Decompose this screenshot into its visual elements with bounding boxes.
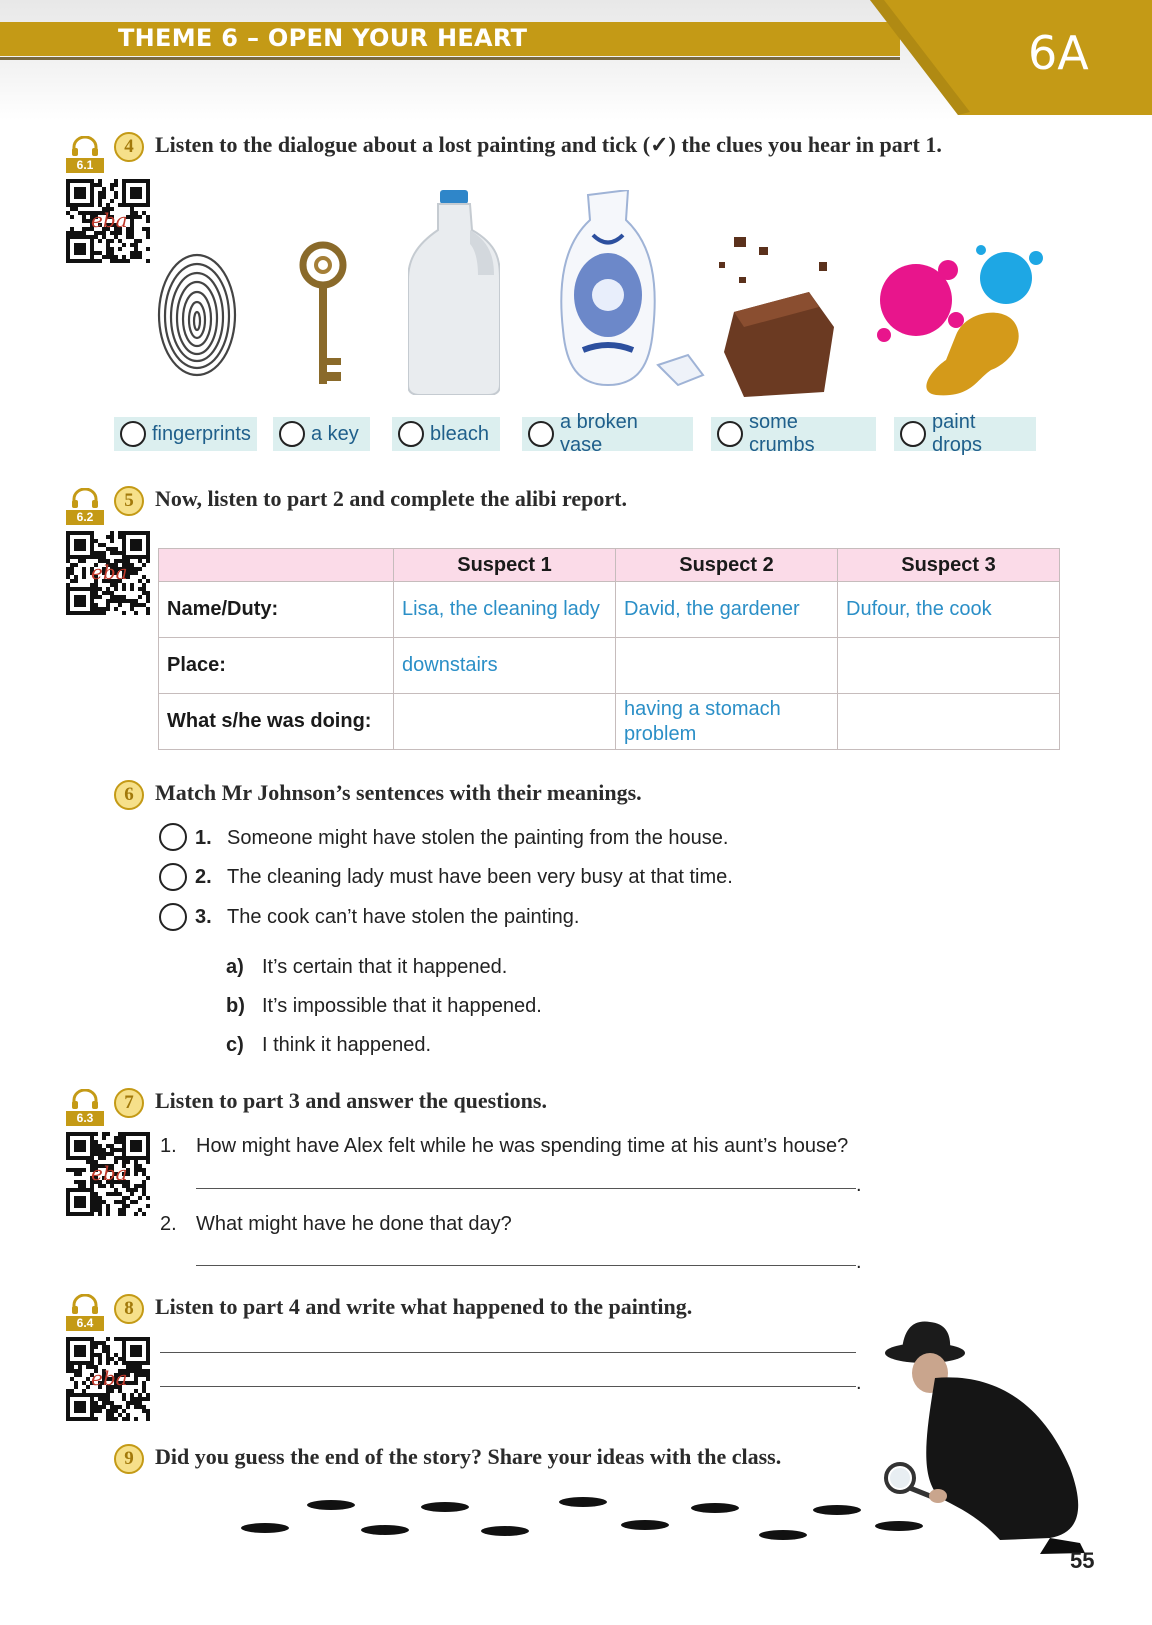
clue-paint-drops[interactable]	[894, 411, 1036, 456]
clue-broken-vase[interactable]	[522, 411, 693, 456]
sentence-text: Someone might have stolen the painting from the house.	[227, 827, 729, 849]
crumbs-icon	[714, 232, 844, 400]
answer-circle[interactable]	[159, 903, 187, 931]
exercise-instruction: Now, listen to part 2 and complete the alibi report.	[155, 486, 627, 511]
key-icon	[293, 240, 353, 395]
line-end-mark: .	[856, 1251, 862, 1273]
headphones-icon	[70, 136, 100, 156]
answer-circle[interactable]	[159, 863, 187, 891]
exercise-instruction: Listen to the dialogue about a lost painting and tick (✓) the clues you hear in part 1.	[155, 132, 942, 157]
header-underline	[0, 57, 900, 60]
table-cell[interactable]	[838, 694, 1060, 750]
page-number: 55	[1070, 1548, 1095, 1573]
headphones-icon	[70, 1294, 100, 1314]
clue-label: bleach	[430, 422, 489, 445]
tick-circle[interactable]	[398, 421, 424, 447]
track-number: 6.1	[66, 158, 104, 173]
answer-line[interactable]	[160, 1386, 856, 1387]
table-corner	[159, 549, 394, 582]
meaning-text: It’s certain that it happened.	[262, 956, 508, 978]
table-row	[159, 582, 1060, 638]
table-row	[159, 638, 1060, 694]
theme-title: THEME 6 – OPEN YOUR HEART	[118, 24, 528, 52]
table-cell[interactable]	[394, 694, 616, 750]
table-cell[interactable]: Dufour, the cook	[838, 582, 1060, 638]
table-row	[159, 694, 1060, 750]
column-header: Suspect 3	[838, 549, 1060, 582]
exercise-number: 5	[114, 486, 144, 516]
meaning-text: It’s impossible that it happened.	[262, 995, 542, 1017]
exercise-number: 8	[114, 1294, 144, 1324]
clue-label: fingerprints	[152, 422, 251, 445]
exercise-instruction: Listen to part 3 and answer the questions.	[155, 1088, 547, 1113]
footprints-decoration	[235, 1490, 935, 1550]
line-end-mark: .	[856, 1174, 862, 1196]
column-header: Suspect 2	[616, 549, 838, 582]
tick-circle[interactable]	[717, 421, 743, 447]
paint-drops-icon	[876, 240, 1046, 398]
sentence-number: 2.	[195, 866, 212, 888]
question-text: What might have he done that day?	[196, 1213, 512, 1235]
table-cell[interactable]	[838, 638, 1060, 694]
answer-line[interactable]	[160, 1352, 856, 1353]
clue-label: a broken vase	[560, 411, 638, 456]
clue-label: a key	[311, 422, 359, 445]
exercise-number: 9	[114, 1444, 144, 1474]
exercise-instruction: Did you guess the end of the story? Share your ideas with the class.	[155, 1444, 782, 1469]
table-cell[interactable]	[616, 638, 838, 694]
qr-logo: eba	[91, 1161, 128, 1185]
qr-code[interactable]	[63, 1336, 153, 1422]
headphones-icon	[70, 1089, 100, 1109]
answer-circle[interactable]	[159, 823, 187, 851]
question-text: How might have Alex felt while he was spending time at his aunt’s house?	[196, 1135, 849, 1157]
unit-tab	[870, 0, 1152, 115]
table-cell[interactable]: Lisa, the cleaning lady	[394, 582, 616, 638]
exercise-number: 6	[114, 780, 144, 810]
clue-bleach[interactable]	[392, 417, 500, 451]
meaning-letter: b)	[226, 995, 245, 1017]
tick-circle[interactable]	[900, 421, 926, 447]
meaning-letter: c)	[226, 1034, 244, 1056]
qr-code[interactable]	[63, 1131, 153, 1217]
clue-key[interactable]	[273, 417, 370, 451]
answer-line[interactable]	[196, 1188, 856, 1189]
clue-crumbs[interactable]	[711, 411, 876, 456]
track-number: 6.2	[66, 510, 104, 525]
exercise-number: 7	[114, 1088, 144, 1118]
meaning-letter: a)	[226, 956, 244, 978]
unit-code: 6A	[1028, 26, 1089, 80]
qr-logo: eba	[91, 1366, 128, 1390]
question-number: 2.	[160, 1213, 177, 1235]
tick-circle[interactable]	[528, 421, 554, 447]
line-end-mark: .	[856, 1372, 862, 1394]
sentence-text: The cook can’t have stolen the painting.	[227, 906, 580, 928]
exercise-number: 4	[114, 132, 144, 162]
exercise-instruction: Listen to part 4 and write what happened to the painting.	[155, 1294, 693, 1319]
track-number: 6.4	[66, 1316, 104, 1331]
table-header-row	[159, 549, 1060, 582]
track-number: 6.3	[66, 1111, 104, 1126]
fingerprint-icon	[155, 250, 240, 380]
table-cell[interactable]: David, the gardener	[616, 582, 838, 638]
clue-label: paint drops	[932, 411, 983, 456]
exercise-instruction: Match Mr Johnson’s sentences with their meanings.	[155, 780, 642, 805]
question-number: 1.	[160, 1135, 177, 1157]
row-label: What s/he was doing:	[159, 694, 394, 750]
headphones-icon	[70, 488, 100, 508]
clue-fingerprints[interactable]	[114, 417, 257, 451]
meaning-text: I think it happened.	[262, 1034, 432, 1056]
qr-code[interactable]	[63, 530, 153, 616]
qr-logo: eba	[91, 208, 128, 232]
broken-vase-icon	[558, 190, 708, 395]
row-label: Place:	[159, 638, 394, 694]
row-label: Name/Duty:	[159, 582, 394, 638]
sentence-number: 3.	[195, 906, 212, 928]
answer-line[interactable]	[196, 1265, 856, 1266]
tick-circle[interactable]	[279, 421, 305, 447]
clue-label: some crumbs	[749, 411, 815, 456]
alibi-report-table	[158, 548, 1060, 750]
qr-code[interactable]	[63, 178, 153, 264]
sentence-text: The cleaning lady must have been very busy at that time.	[227, 866, 733, 888]
bleach-bottle-icon	[408, 190, 500, 395]
qr-logo: eba	[91, 560, 128, 584]
table-cell[interactable]: downstairs	[394, 638, 616, 694]
table-cell[interactable]: having a stomach problem	[616, 694, 838, 750]
tick-circle[interactable]	[120, 421, 146, 447]
column-header: Suspect 1	[394, 549, 616, 582]
sentence-number: 1.	[195, 827, 212, 849]
